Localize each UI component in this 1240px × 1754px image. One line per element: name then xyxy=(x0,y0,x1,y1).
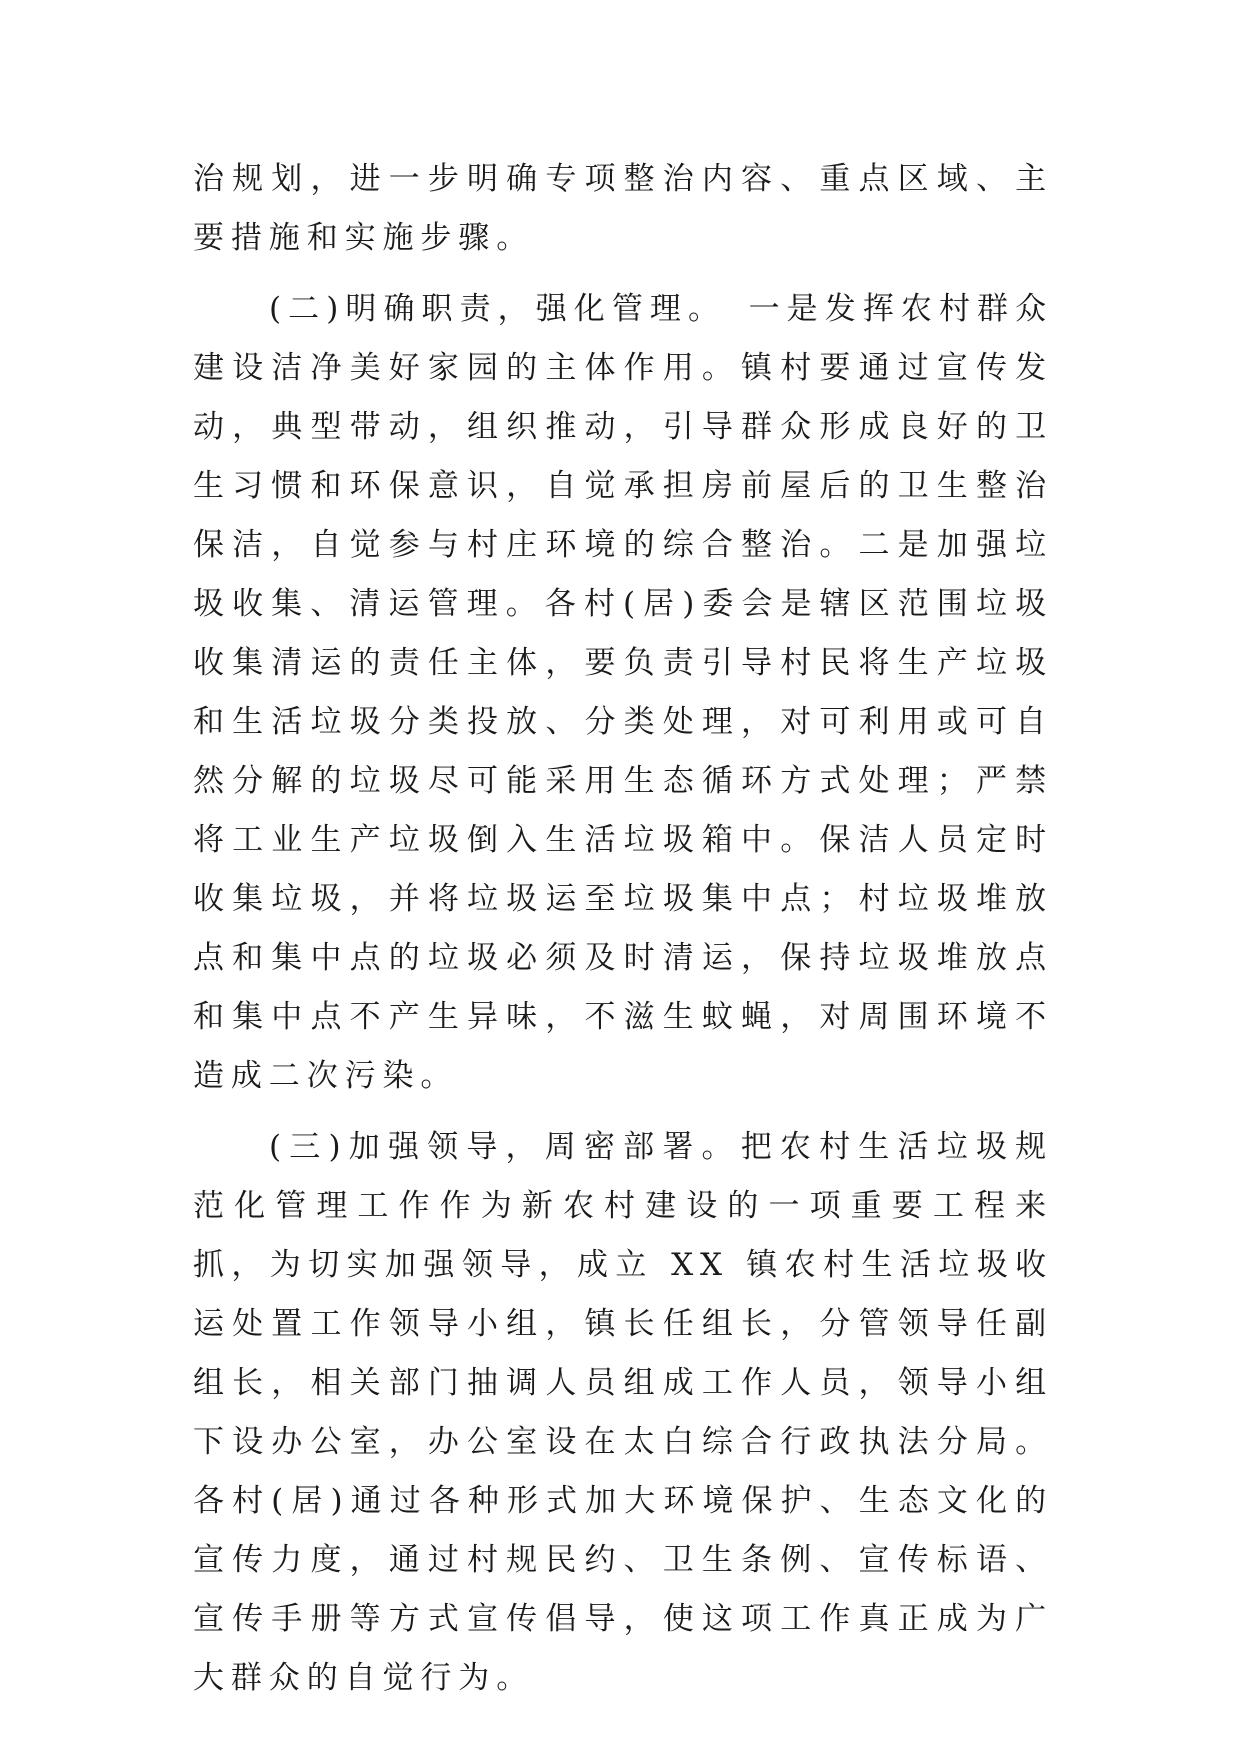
paragraph-section-3: (三)加强领导，周密部署。把农村生活垃圾规范化管理工作作为新农村建设的一项重要工程来抓，为切实加强领导，成立 XX 镇农村生活垃圾收运处置工作领导小组，镇长任组长，分管领导任副组长，相关部门抽调人员组成工作人员，领导小组下设办公室，办公室设在太白综合行政执法分局。各村(居)通过各种形式加大环境保护、生态文化的宣传力度，通过村规民约、卫生条例、宣传标语、宣传手册等方式宣传倡导，使这项工作真正成为广大群众的自觉行为。 xyxy=(193,1129,1053,1696)
paragraph-section-2: (二)明确职责，强化管理。 一是发挥农村群众建设洁净美好家园的主体作用。镇村要通过宣传发动，典型带动，组织推动，引导群众形成良好的卫生习惯和环保意识，自觉承担房前屋后的卫生整治保洁，自觉参与村庄环境的综合整治。二是加强垃圾收集、清运管理。各村(居)委会是辖区范围垃圾收集清运的责任主体，要负责引导村民将生产垃圾和生活垃圾分类投放、分类处理，对可利用或可自然分解的垃圾尽可能采用生态循环方式处理；严禁将工业生产垃圾倒入生活垃圾箱中。保洁人员定时收集垃圾，并将垃圾运至垃圾集中点；村垃圾堆放点和集中点的垃圾必须及时清运，保持垃圾堆放点和集中点不产生异味，不滋生蚊蝇，对周围环境不造成二次污染。 xyxy=(193,291,1053,1094)
document-body xyxy=(193,150,1053,1708)
paragraph-continuation: 治规划，进一步明确专项整治内容、重点区域、主要措施和实施步骤。 xyxy=(193,161,1053,256)
